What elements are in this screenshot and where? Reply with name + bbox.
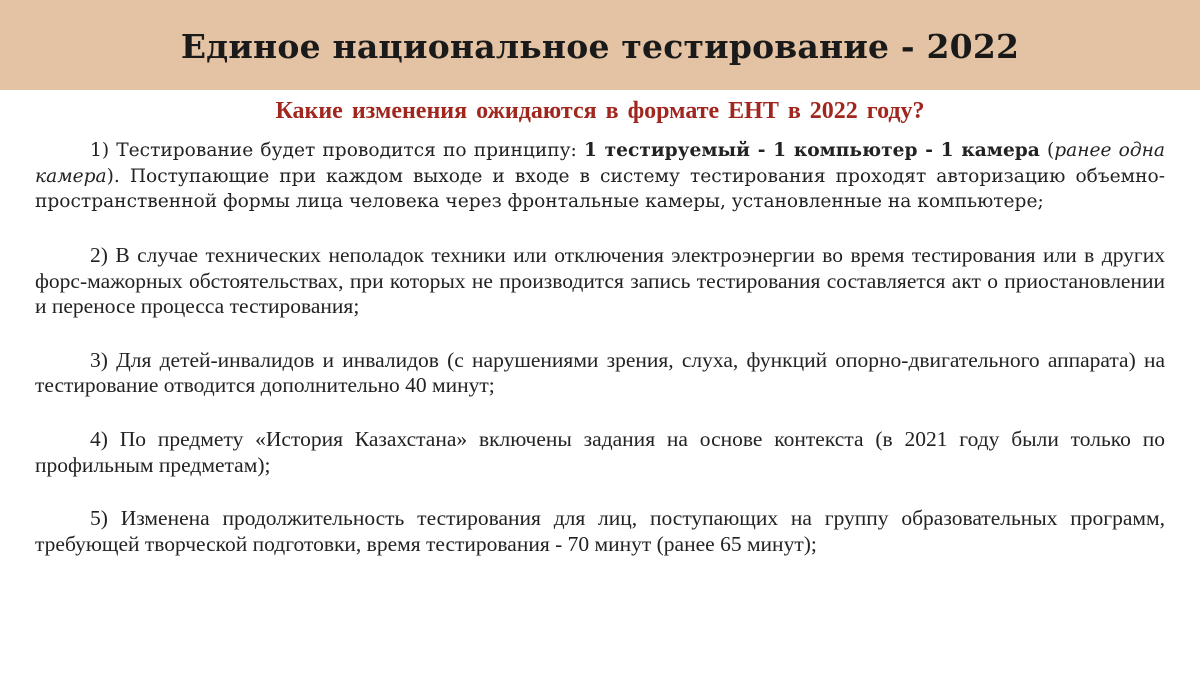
list-item-2: 2) В случае технических неполадок техники или отключения электроэнергии во время тестирования или в других форс-мажорных обстоятельствах, при которых не производится запись тестирования составляется акт о приостановлении и переносе процесса тестирования;: [35, 243, 1165, 319]
list-item-1-prefix: 1) Тестирование будет проводится по принципу:: [90, 140, 584, 161]
list-item-5: 5) Изменена продолжительность тестирования для лиц, поступающих на группу образовательных программ, требующей творческой подготовки, время тестирования - 70 минут (ранее 65 минут);: [35, 506, 1165, 556]
subtitle: Какие изменения ожидаются в формате ЕНТ в 2022 году?: [275, 98, 925, 124]
list-item-4: 4) По предмету «История Казахстана» включены задания на основе контекста (в 2021 году были только по профильным предметам);: [35, 427, 1165, 477]
title-band: [0, 0, 1200, 90]
list-item-1-mid: (: [1039, 140, 1055, 161]
list-item-1-italic: ранее одна камера: [35, 140, 1165, 187]
list-item-1-bold: 1 тестируемый - 1 компьютер - 1 камера: [583, 140, 1040, 161]
page-title: Единое национальное тестирование - 2022: [180, 26, 1020, 66]
list-item-1-rest: ). Поступающие при каждом выходе и входе в систему тестирования проходят авторизацию объемно-пространственной формы лица человека через фронтальные камеры, установленные на компьютере;: [35, 165, 1165, 213]
content: [35, 138, 1165, 585]
list-item-3: 3) Для детей-инвалидов и инвалидов (с нарушениями зрения, слуха, функций опорно-двигательного аппарата) на тестирование отводится дополнительно 40 минут;: [35, 347, 1165, 398]
list-item-1: [35, 138, 1165, 215]
